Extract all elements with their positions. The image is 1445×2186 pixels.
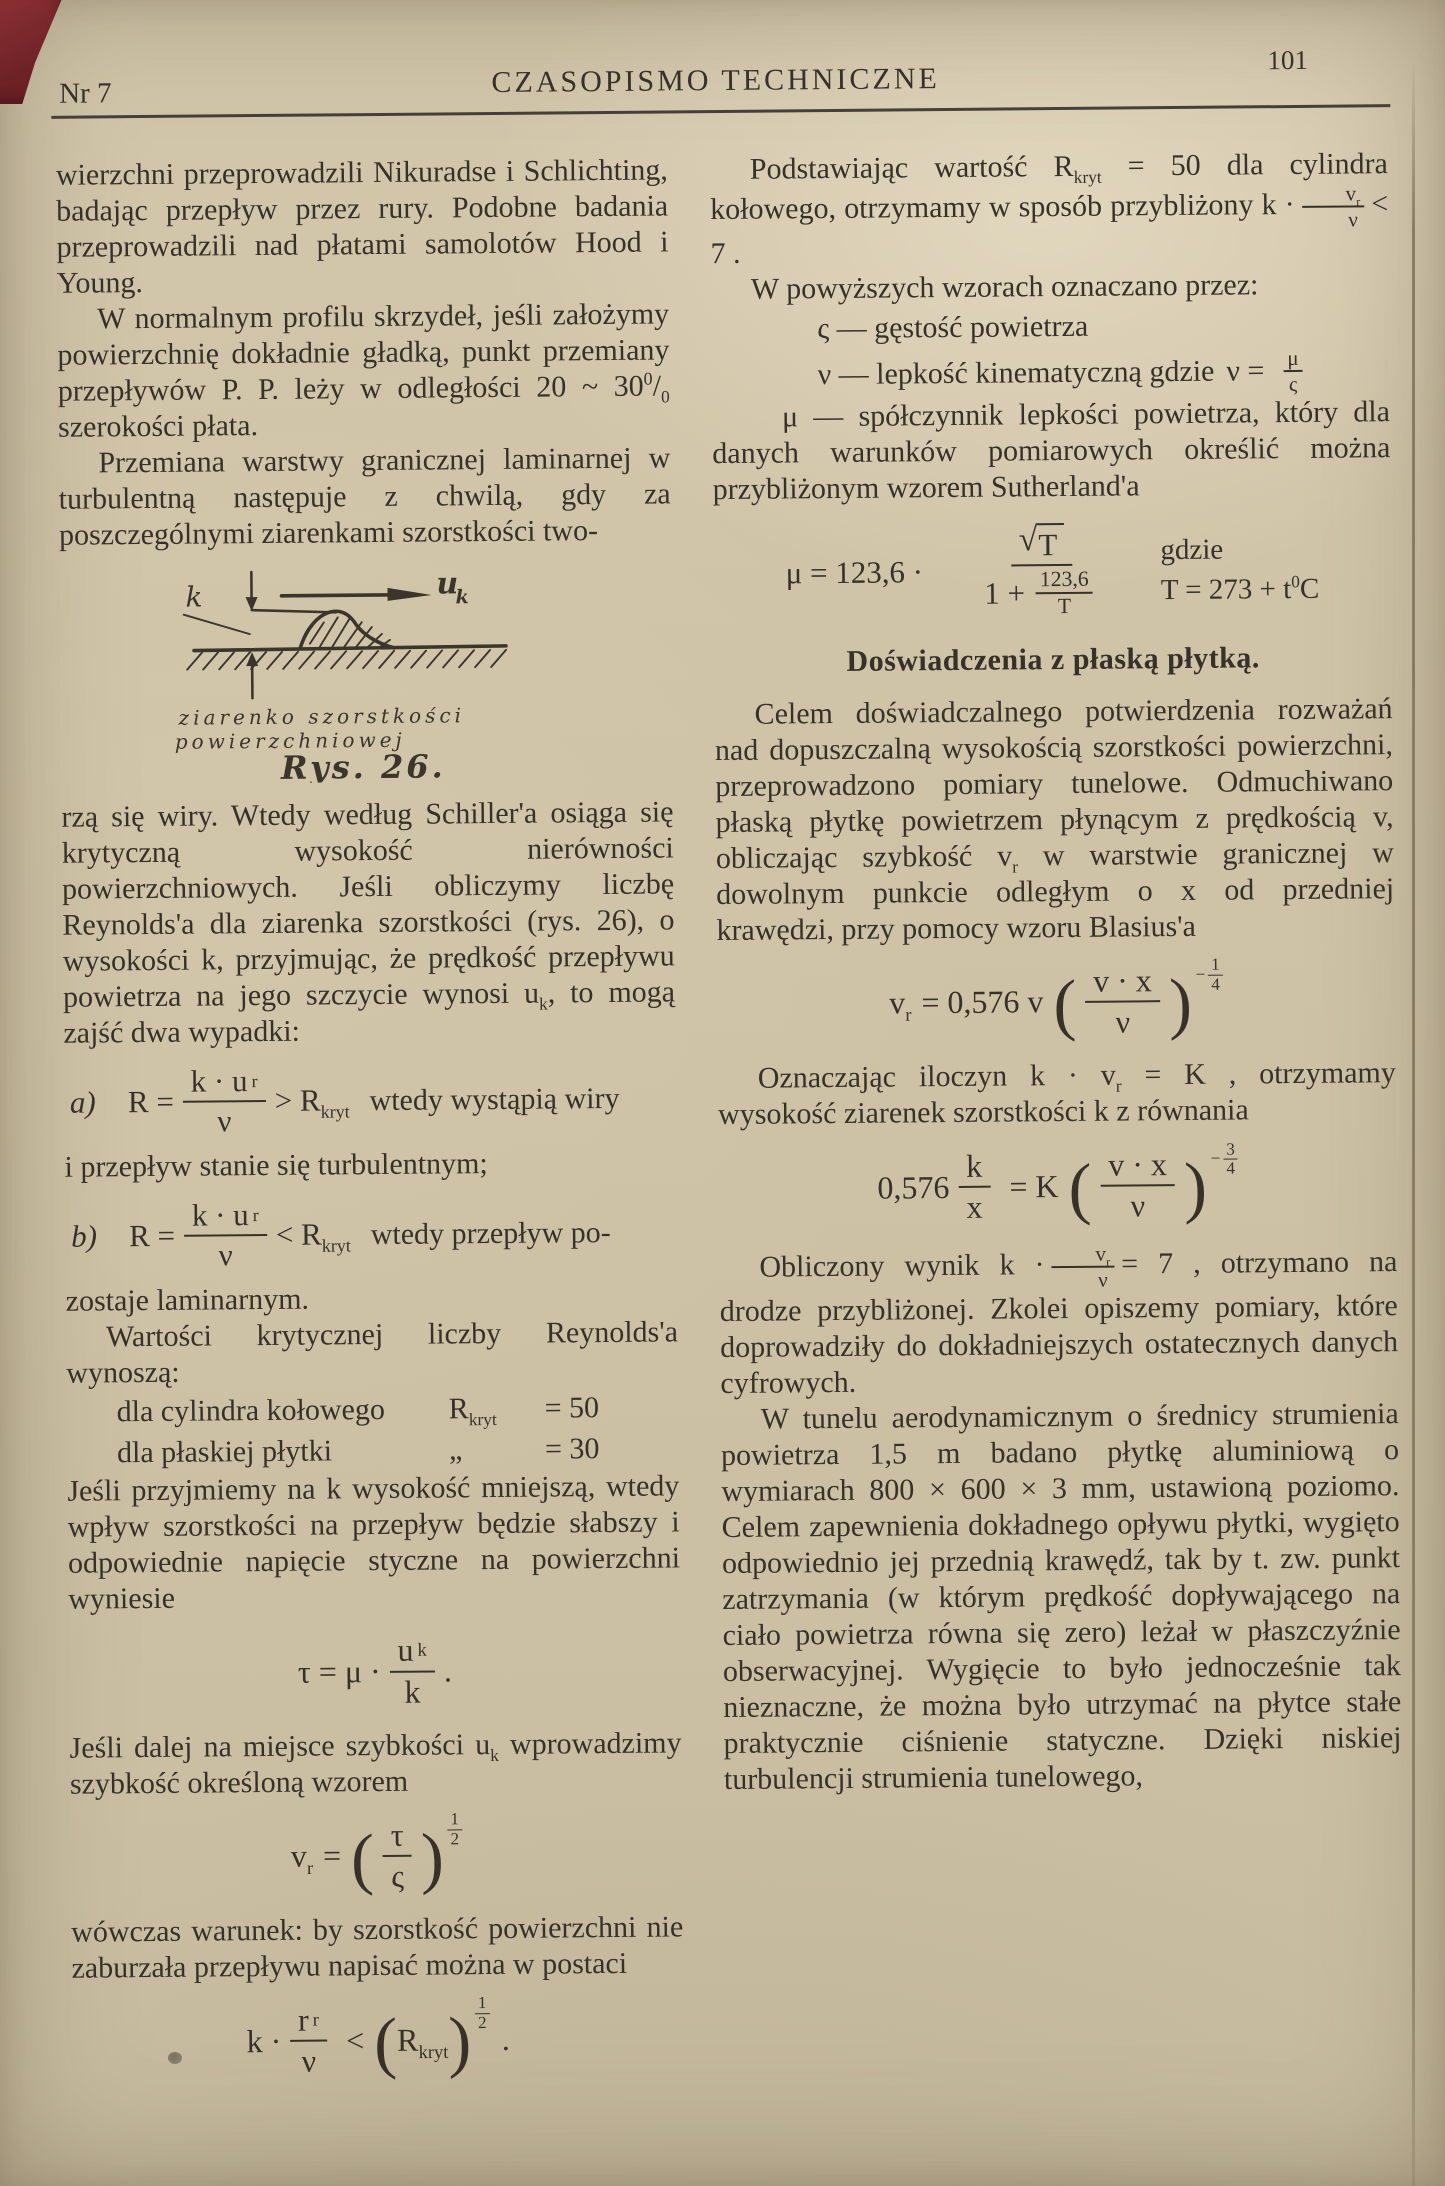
numerator: v · x (1100, 1147, 1175, 1187)
exponent (1211, 1140, 1238, 1178)
paragraph: μ — spółczynnik lepkości powietrza, który dla danych warunków pomiarowych określić można przybliżonym wzorem Sutherland'a (712, 395, 1391, 507)
text-run: Obliczony wynik k · (759, 1247, 1045, 1284)
critical-value-row (66, 1387, 678, 1433)
journal-title: CZASOPISMO TECHNICZNE (491, 62, 940, 99)
fraction (383, 1817, 413, 1894)
text-run: szerokości płata. (57, 409, 259, 444)
crit-value: = 50 (544, 1391, 600, 1425)
paragraph (719, 1240, 1398, 1402)
subscript: k (490, 1744, 499, 1765)
definition-rho (711, 302, 1389, 352)
definition-text: ν — lepkość kinematyczną gdzie (817, 354, 1215, 392)
numerator: v (1345, 181, 1357, 206)
eq-relation (274, 1082, 350, 1122)
eq-lhs: R = (128, 1218, 176, 1254)
exp-den: 2 (477, 2013, 487, 2033)
text-run: = 7 , otrzymano na drodze przybliżonej. Zkolei opiszemy pomiary, które doprowadziły do dokładniejszych ostatecznych danych cyfrowych. (719, 1244, 1399, 1400)
degree-sup: 0 (1291, 570, 1300, 591)
exp-num: 1 (475, 1995, 490, 2015)
inline-fraction (1283, 347, 1303, 395)
subscript: r (1115, 1075, 1122, 1096)
where-word: gdzie (1160, 533, 1224, 566)
paragraph (710, 146, 1389, 272)
velocity-arrow-line (282, 595, 392, 596)
figure-caption-line1: ziarenko szorstkości (178, 703, 466, 730)
sqrt-arg: T (1037, 523, 1064, 562)
paragraph: wówczas warunek: by szorstkość powierzchni nie zaburzała przepływu napisać można w postaci (71, 1910, 684, 1985)
crit-label: dla cylindra kołowego (116, 1393, 386, 1429)
r-symbol (396, 2021, 449, 2063)
fraction (389, 1633, 435, 1710)
eq-mid: = K (1009, 1167, 1059, 1205)
crit-value: = 30 (544, 1432, 600, 1466)
paragraph (61, 794, 675, 1051)
header-rule (51, 104, 1390, 119)
fraction (984, 523, 1100, 619)
relation-sub: kryt (320, 1101, 350, 1122)
surface-hatching (187, 650, 506, 670)
numerator: u (397, 1632, 414, 1669)
text-run: < 7 . (710, 187, 1389, 271)
text-run: , to mogą zajść dwa wypadki: (63, 975, 676, 1050)
exponent (447, 1810, 462, 1848)
percent-sub: 0 (661, 386, 670, 407)
coefficient: 0,576 (877, 1168, 950, 1206)
paragraph (714, 691, 1394, 949)
paragraph: wierzchni przeprowadzili Nikuradse i Schlichting, badając przepływ przez rury. Podobne badania przeprowadzili nad płatami samolotów Hood i Young. (55, 153, 669, 300)
crit-symbol (448, 1388, 544, 1430)
paragraph: W powyższych wzorach oznaczano przez: (750, 268, 1259, 306)
fraction (1100, 1147, 1175, 1224)
percent-slash: / (652, 369, 662, 403)
exp-den: 4 (1226, 1158, 1236, 1179)
symbol: „ (448, 1433, 463, 1467)
exp-den: 2 (450, 1829, 460, 1849)
section-heading: Doświadczenia z płaską płytką. (846, 641, 1260, 678)
numerator: μ (1283, 347, 1302, 372)
definition-nu (711, 346, 1389, 400)
eq-lhs: k · (246, 2022, 282, 2059)
formula-vr (70, 1809, 683, 1897)
numerator: 123,6 (1036, 568, 1093, 594)
grain-height-equation (718, 1139, 1397, 1227)
exp-num: 3 (1223, 1140, 1238, 1160)
eq-lhs (290, 1838, 314, 1880)
inline-fraction (1302, 182, 1365, 231)
issue-number: Nr 7 (59, 77, 112, 110)
text-run: Podstawiając wartość R (749, 149, 1074, 186)
height-k-label: k (185, 580, 203, 614)
text-run: w warstwie granicznej w dowolnym punkcie odległym o x od przedniej krawędzi, przy pomocy wzoru Blasius'a (716, 835, 1395, 947)
relation: < R (275, 1216, 322, 1253)
denominator: ς (391, 1857, 405, 1894)
fraction (184, 1198, 267, 1273)
numerator: k · u (190, 1063, 248, 1099)
variable: v (889, 984, 906, 1021)
text-run: rzą się wiry. Wtedy według Schiller'a osiąga się krytyczną wysokość nierówności powierzchniowych. Jeśli obliczymy liczbę Reynolds'a dla ziarenka szorstkości (rys. 26), o wysokości k, przyjmując, że prędkość przepływu powietrza na jego szczycie wynosi u (61, 795, 675, 1014)
paragraph: Przemiana warstwy granicznej laminarnej w turbulentną następuje z chwilą, gdy za poszczególnymi ziarenkami szorstkości two- (58, 441, 671, 552)
den-text: 1 + (984, 575, 1026, 611)
eq-period: . (501, 2020, 510, 2057)
crit-symbol (449, 1429, 545, 1471)
eq-lhs: μ = 123,6 · (785, 553, 924, 590)
sutherland-formula (713, 520, 1392, 621)
where-annotation (1160, 528, 1319, 609)
surface-line (194, 646, 506, 651)
exponent (475, 1995, 490, 2033)
velocity-arrowhead (387, 588, 431, 601)
variable-sub: r (905, 1005, 912, 1027)
critical-value-row (67, 1428, 679, 1474)
paragraph: zostaje laminarnym. (65, 1283, 310, 1319)
fraction (958, 1149, 991, 1226)
numerator: v · x (1085, 963, 1160, 1003)
grain-top-level-line (252, 609, 336, 613)
symbol: R (448, 1392, 469, 1426)
fraction (1085, 963, 1160, 1040)
eq-mid: = 0,576 v (921, 983, 1044, 1021)
text-run: = 50 dla cylindra kołowego, otrzymamy w sposób przybliżony k · (710, 147, 1388, 227)
eq-lhs: R = (127, 1083, 175, 1120)
exp-sign: − (1210, 1149, 1221, 1169)
percent-sup: 0 (643, 368, 653, 389)
velocity-u-subscript: k (455, 586, 469, 609)
subscript: k (539, 993, 548, 1014)
eq-period: . (443, 1652, 453, 1689)
variable: R (396, 2021, 419, 2058)
sqrt-sign: √ (1018, 521, 1038, 559)
figure-number: Rys. 26. (280, 747, 446, 785)
ink-fleck (168, 2052, 182, 2064)
variable-sub: r (306, 1858, 314, 1880)
subscript: r (1012, 856, 1019, 877)
paragraph: i przepływ stanie się turbulentnym; (64, 1147, 488, 1184)
figure-caption-line2: powierzchniowej (174, 727, 406, 754)
paragraph: Wartości krytycznej liczby Reynolds'a wynoszą: (66, 1315, 679, 1391)
leader-line (184, 614, 250, 635)
inline-fraction (1036, 568, 1093, 618)
two-column-body (56, 146, 1405, 2099)
eq-lhs: τ = μ · (297, 1652, 381, 1690)
text-run: W normalnym profilu skrzydeł, jeśli założymy powierzchnię dokładnie gładką, punkt przemiany przepływów P. P. leży w odległości 20 ~ 30 (57, 297, 670, 408)
denominator: ν (301, 2042, 317, 2080)
denominator: x (966, 1189, 983, 1226)
page-edge-crease (1412, 62, 1415, 2186)
inline-fraction (1051, 1242, 1114, 1291)
variable-sub: kryt (418, 2041, 449, 2063)
numerator-sub: r (1356, 194, 1361, 209)
formula-tau (69, 1631, 682, 1713)
relation: > R (274, 1082, 321, 1118)
text-run: wprowadzimy szybkość określoną wzorem (69, 1726, 682, 1801)
denominator: ν (1130, 1187, 1146, 1224)
roughness-grain-illustration (133, 566, 545, 785)
equals: = (322, 1837, 342, 1874)
eq-tail-text: wtedy wystąpią wiry (369, 1081, 620, 1117)
paragraph: Jeśli przyjmiemy na k wysokość mniejszą, wtedy wpływ szorstkości na przepływ będzie słabszy i odpowiednie napięcie styczne na powierzchni wyniesie (67, 1469, 681, 1617)
numerator: k (958, 1149, 990, 1188)
subscript: kryt (1073, 166, 1102, 187)
fraction (183, 1064, 266, 1139)
blasius-formula (717, 954, 1396, 1043)
eq-relation (275, 1216, 351, 1256)
page-number: 101 (1267, 44, 1309, 76)
text-run: = K , otrzymamy wysokość ziarenek szorstkości k z równania (717, 1056, 1396, 1132)
numerator: r (297, 2001, 309, 2038)
eq-lhs (889, 984, 912, 1027)
numerator: τ (383, 1817, 412, 1856)
crit-label: dla płaskiej płytki (116, 1434, 333, 1470)
right-column (710, 146, 1405, 2093)
denominator (984, 566, 1100, 619)
relation: < (345, 2021, 365, 2059)
case-label: b) (70, 1218, 98, 1254)
text-run: Oznaczając iloczyn k · v (757, 1058, 1116, 1095)
denominator: ν (218, 1237, 233, 1273)
exp-num: 1 (447, 1810, 462, 1830)
formula-case-a (64, 1060, 677, 1140)
denominator: ν (1098, 1267, 1108, 1292)
left-column (56, 152, 685, 2099)
figure-rys-26 (133, 564, 673, 789)
nu-equals: ν = (1226, 354, 1265, 388)
text-run: Celem doświadczalnego potwierdzenia rozważań nad dopuszczalną wysokością szorstkości powierzchni, przeprowadzono pomiary tunelowe. Odmuchiwano płaską płytkę powietrzem płynącym z prędkością v, obliczając szybkość v (714, 691, 1394, 875)
fraction (290, 2003, 328, 2080)
eq-tail-text: wtedy przepływ po- (370, 1215, 611, 1251)
denominator: T (1057, 594, 1072, 619)
paragraph (718, 1055, 1397, 1133)
denominator: ς (1288, 372, 1298, 397)
denominator: ν (1348, 207, 1358, 232)
formula-condition (72, 1993, 685, 2082)
exp-num: 1 (1208, 956, 1223, 976)
case-label: a) (69, 1084, 96, 1120)
variable: v (290, 1838, 307, 1875)
numerator (1011, 523, 1073, 567)
formula-case-b (65, 1195, 678, 1275)
exp-den: 4 (1211, 974, 1220, 994)
denominator: k (404, 1673, 421, 1710)
numerator: v (1095, 1241, 1107, 1266)
text-run: Jeśli dalej na miejsce szybkości u (69, 1727, 491, 1765)
denominator: ν (1115, 1003, 1131, 1040)
numerator: k · u (191, 1197, 249, 1233)
paragraph: W tunelu aerodynamicznym o średnicy strumienia powietrza 1,5 m badano płytkę aluminiową o wymiarach 800 × 600 × 3 mm, ustawioną poziomo. Celem zapewnienia dokładnego opływu płytki, wygięto odpowiednio jej przednią krawędź, tak by t. zw. punkt zatrzymania (w którym prędkość dopływającego na ciało powietrza równa się zero) leżał w płaszczyźnie obserwacyjnej. Wygięcie to było jednocześnie tak nieznaczne, że można było utrzymać na płytce stałe praktycznie ciśnienie statyczne. Dzięki niskiej turbulencji strumienia tunelowego, (720, 1396, 1402, 1796)
celsius: C (1299, 572, 1320, 605)
velocity-u-label: u (436, 566, 459, 602)
paragraph (57, 296, 670, 445)
symbol-sub: kryt (468, 1409, 497, 1430)
temperature-relation: T = 273 + t (1160, 572, 1292, 606)
definition-text: ς — gęstość powietrza (817, 309, 1089, 346)
relation-sub: kryt (321, 1235, 351, 1256)
exp-sign: − (1195, 964, 1206, 984)
exponent (1196, 956, 1223, 994)
denominator: ν (217, 1103, 232, 1139)
numerator-sub: r (1105, 1254, 1111, 1269)
paragraph (69, 1725, 682, 1802)
